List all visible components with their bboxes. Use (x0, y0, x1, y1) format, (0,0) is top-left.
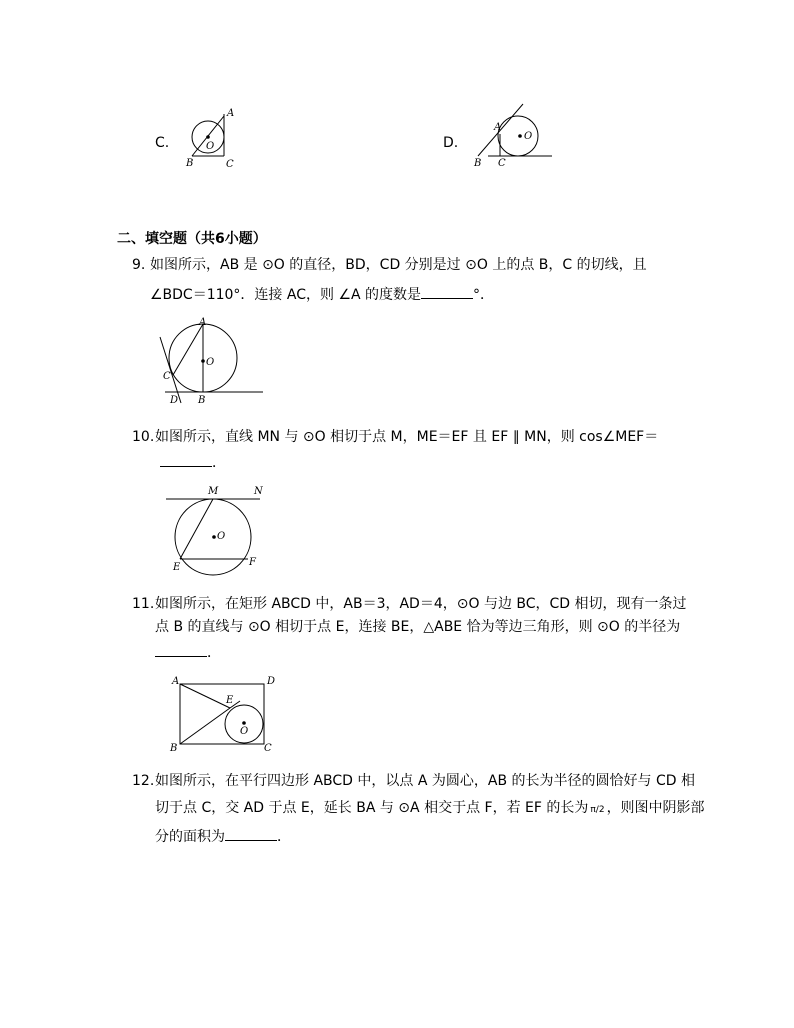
option-c-label: C. (155, 135, 170, 151)
figure-q9 (155, 315, 270, 407)
fig-c-label-a: A (227, 108, 235, 119)
figure-q11 (168, 672, 278, 756)
fig11-label-o: O (240, 726, 249, 737)
fig-c-label-c: C (226, 159, 234, 170)
fig9-label-d: D (170, 395, 179, 406)
fig-d-label-b: B (474, 158, 482, 169)
q12-line3-end: ． (277, 829, 291, 845)
q9-line1: 如图所示，AB 是 ⊙O 的直径，BD，CD 分别是过 ⊙O 上的点 B，C 的切线，且 (150, 257, 647, 273)
fig10-label-o: O (217, 531, 226, 542)
q12-line2 (155, 798, 705, 820)
fig9-label-c: C (163, 371, 171, 382)
q11-answer-blank[interactable] (155, 642, 207, 657)
q12-line1: 如图所示，在平行四边形 ABCD 中，以点 A 为圆心，AB 的长为半径的圆恰好与 CD 相 (155, 773, 695, 789)
q11-line1: 如图所示，在矩形 ABCD 中，AB＝3，AD＝4，⊙O 与边 BC，CD 相切，现有一条过 (155, 596, 687, 612)
q11-line3-end: ． (207, 645, 221, 661)
q11-number: 11. (132, 596, 155, 612)
fig-c-label-o: O (206, 141, 215, 152)
q12-number: 12. (132, 773, 155, 789)
fig11-label-c: C (264, 743, 272, 754)
fig10-label-m: M (208, 486, 219, 497)
fig9-label-a: A (199, 317, 207, 328)
q9-answer-blank[interactable] (421, 284, 473, 299)
figure-q10 (163, 482, 273, 578)
fig11-label-b: B (170, 743, 178, 754)
option-d-label: D. (443, 135, 459, 151)
q12-fraction: π/2 (590, 805, 605, 815)
fig11-label-d: D (267, 676, 276, 687)
fig10-label-f: F (249, 557, 256, 568)
q12-line2-end: ，则图中阴影部 (606, 800, 705, 816)
fig9-label-b: B (198, 395, 206, 406)
q12-line3-text: 分的面积为 (155, 829, 225, 845)
q10-line2-end: ． (212, 455, 226, 471)
fig-c-label-b: B (186, 158, 194, 169)
q12-line2-text: 切于点 C，交 AD 于点 E，延长 BA 与 ⊙A 相交于点 F，若 EF 的长为 (155, 800, 589, 816)
q9-line2-end: °． (473, 287, 495, 303)
figure-option-d (470, 100, 560, 170)
q10-number: 10. (132, 429, 155, 445)
fig11-label-a: A (172, 676, 180, 687)
fig9-label-o: O (206, 357, 215, 368)
q9-line2 (150, 284, 494, 305)
q12-line3 (155, 826, 291, 847)
fig-d-label-o: O (524, 131, 533, 142)
q9-number: 9. (132, 257, 146, 273)
q10-line1: 如图所示，直线 MN 与 ⊙O 相切于点 M，ME＝EF 且 EF ∥ MN，则 cos∠MEF＝ (155, 429, 659, 445)
figure-option-c (180, 104, 240, 174)
fig-d-label-c: C (498, 158, 506, 169)
q12-answer-blank[interactable] (225, 826, 277, 841)
fig10-label-n: N (254, 486, 263, 497)
q11-line3 (155, 642, 221, 663)
q10-line2 (160, 452, 226, 473)
q11-line2: 点 B 的直线与 ⊙O 相切于点 E，连接 BE，△ABE 恰为等边三角形，则 ⊙O 的半径为 (155, 619, 681, 635)
fig10-label-e: E (173, 562, 181, 573)
q10-answer-blank[interactable] (160, 452, 212, 467)
q9-line2-text: ∠BDC＝110°．连接 AC，则 ∠A 的度数是 (150, 287, 422, 303)
section-title: 二、填空题（共6小题） (117, 231, 267, 247)
fig11-label-e: E (226, 695, 234, 706)
fig-d-label-a: A (494, 122, 502, 133)
